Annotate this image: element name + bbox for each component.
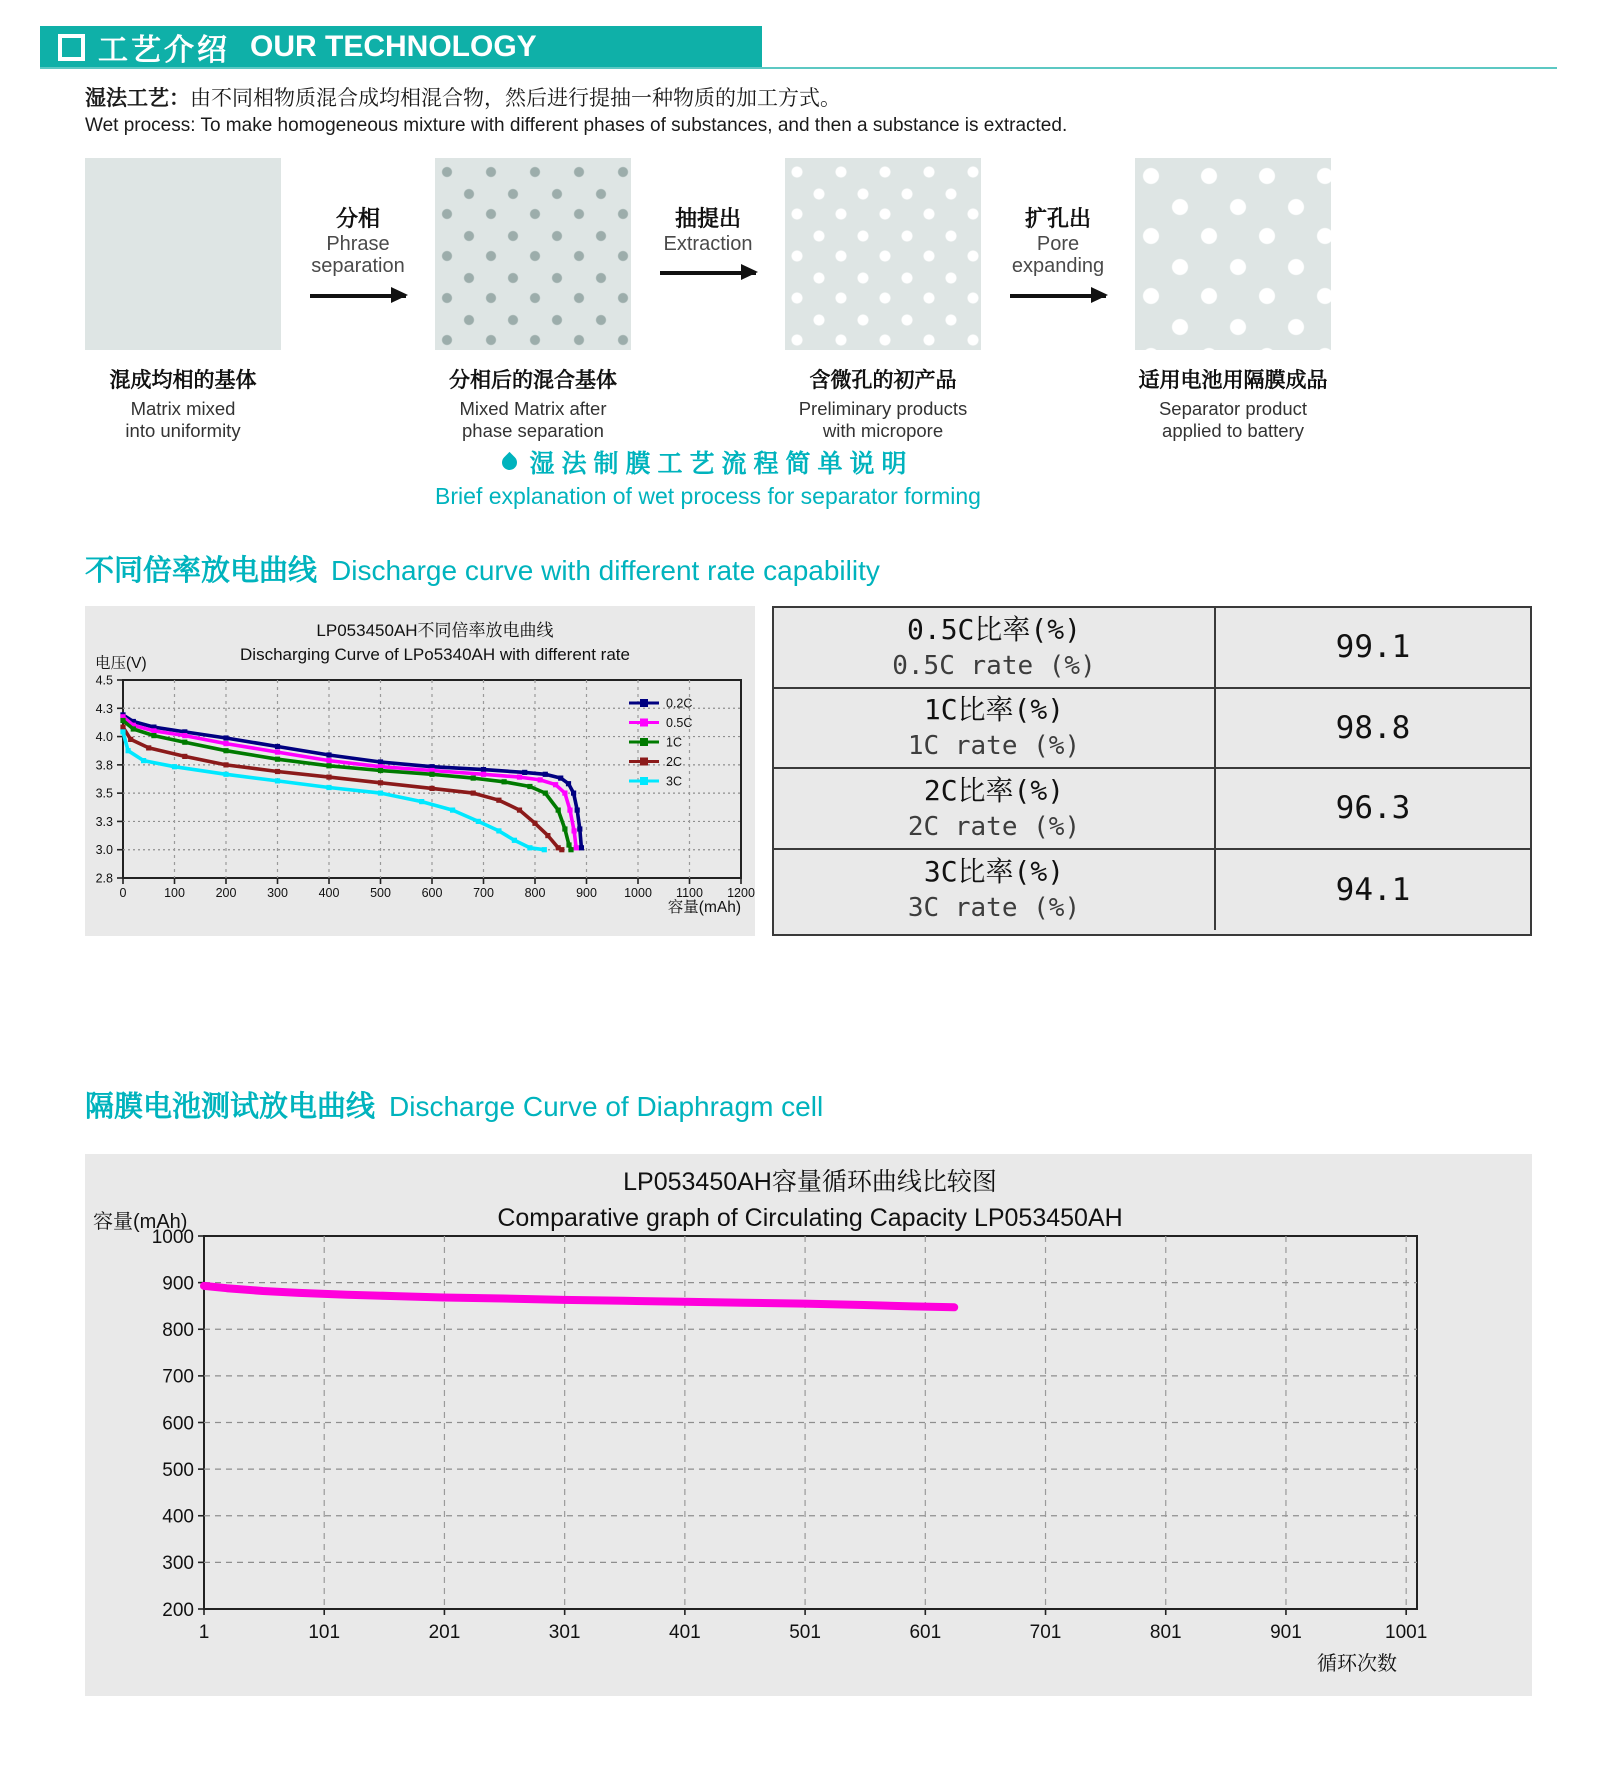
svg-text:300: 300	[267, 886, 288, 900]
right-arrow-icon	[310, 294, 406, 298]
svg-text:容量(mAh): 容量(mAh)	[93, 1211, 188, 1233]
rate-label-cn: 3C比率(%)	[923, 855, 1065, 889]
svg-text:3.3: 3.3	[95, 814, 113, 829]
svg-text:1000: 1000	[151, 1226, 194, 1248]
square-bullet-icon	[58, 34, 85, 61]
svg-text:600: 600	[162, 1413, 194, 1435]
rate-label-en: 0.5C rate (%)	[892, 650, 1096, 681]
svg-text:601: 601	[909, 1622, 942, 1643]
rate-label-cn: 2C比率(%)	[923, 773, 1065, 807]
svg-text:401: 401	[669, 1622, 701, 1643]
arrow-label-en-line1: Pore	[1036, 233, 1080, 255]
process-flow	[85, 158, 1331, 442]
step-caption-en	[125, 398, 240, 442]
table-row-label	[774, 689, 1216, 770]
step-caption-en	[799, 398, 968, 442]
process-step-1	[85, 158, 281, 442]
process-note-en: Brief explanation of wet process for separator forming	[435, 483, 981, 509]
intro-cn	[85, 84, 1067, 113]
svg-text:1200: 1200	[727, 886, 755, 900]
step-caption-en-line2: phase separation	[462, 419, 604, 441]
process-step-2	[435, 158, 631, 442]
step-caption-en	[1159, 398, 1307, 442]
table-row-label	[774, 769, 1216, 850]
svg-text:1C: 1C	[666, 735, 682, 750]
flow-arrow-1	[281, 158, 435, 442]
rate-label-en: 3C rate (%)	[907, 893, 1081, 924]
svg-text:电压(V): 电压(V)	[95, 655, 147, 672]
svg-text:3.5: 3.5	[95, 786, 113, 801]
svg-text:200: 200	[162, 1599, 194, 1621]
svg-text:4.5: 4.5	[95, 673, 113, 688]
svg-text:500: 500	[370, 886, 391, 900]
flow-arrow-3	[981, 158, 1135, 442]
process-note	[85, 444, 1331, 510]
svg-text:200: 200	[215, 886, 237, 900]
right-arrow-icon	[1010, 294, 1106, 298]
svg-text:301: 301	[548, 1622, 581, 1643]
svg-text:4.0: 4.0	[95, 730, 113, 745]
section1-title-en: Discharge curve with different rate capability	[331, 555, 880, 586]
rate-label-cn: 0.5C比率(%)	[906, 612, 1081, 646]
section1-title-cn: 不同倍率放电曲线	[85, 555, 318, 587]
svg-text:2.8: 2.8	[95, 871, 113, 886]
step-caption-en-line1: Preliminary products	[798, 398, 968, 419]
svg-text:700: 700	[473, 886, 494, 900]
table-row-value: 94.1	[1335, 871, 1411, 908]
separator-box-image	[1135, 158, 1331, 350]
page-title-cn: 工艺介绍	[98, 34, 230, 67]
svg-text:900: 900	[576, 886, 597, 900]
svg-text:LP053450AH容量循环曲线比较图: LP053450AH容量循环曲线比较图	[623, 1168, 997, 1196]
section2-title-en: Discharge Curve of Diaphragm cell	[389, 1091, 824, 1122]
rate-label-en: 1C rate (%)	[907, 731, 1081, 762]
step-caption-cn: 含微孔的初产品	[809, 369, 957, 392]
process-note-cn-row	[85, 444, 1331, 480]
svg-text:0: 0	[119, 886, 127, 900]
header-bar	[40, 26, 762, 68]
step-caption-cn: 混成均相的基体	[109, 369, 257, 392]
svg-text:循环次数: 循环次数	[1317, 1653, 1397, 1675]
svg-text:3.0: 3.0	[95, 843, 113, 858]
svg-text:901: 901	[1270, 1622, 1302, 1643]
svg-text:容量(mAh): 容量(mAh)	[667, 899, 741, 916]
right-arrow-icon	[660, 271, 756, 275]
arrow-label-en-line2: separation	[311, 255, 405, 278]
table-row-label	[774, 608, 1216, 689]
intro-cn-bold: 湿法工艺：	[85, 87, 190, 110]
svg-text:801: 801	[1149, 1622, 1182, 1643]
svg-text:Comparative graph of Circulati: Comparative graph of Circulating Capacity LP053450AH	[497, 1204, 1123, 1232]
process-step-3	[785, 158, 981, 442]
svg-text:Discharging Curve of LPo5340AH: Discharging Curve of LPo5340AH with different rate	[240, 645, 630, 664]
arrow-label-en-line1: Extraction	[663, 233, 753, 255]
svg-text:400: 400	[162, 1506, 194, 1528]
step-caption-cn: 分相后的混合基体	[449, 369, 617, 392]
svg-text:800: 800	[162, 1320, 194, 1342]
arrow-label-cn: 分相	[335, 206, 380, 231]
intro-cn-rest: 由不同相物质混合成均相混合物，然后进行提抽一种物质的加工方式。	[190, 87, 841, 110]
flow-arrow-2	[631, 158, 785, 442]
svg-text:300: 300	[162, 1553, 194, 1575]
svg-text:900: 900	[162, 1273, 194, 1295]
section-heading-diaphragm-cell	[85, 1084, 823, 1125]
table-row-value: 99.1	[1216, 608, 1530, 689]
mixed-matrix-box-image	[435, 158, 631, 350]
process-note-cn: 湿法制膜工艺流程简单说明	[529, 450, 914, 478]
process-step-4	[1135, 158, 1331, 442]
svg-text:1001: 1001	[1385, 1622, 1428, 1643]
cycle-capacity-chart	[85, 1154, 1532, 1696]
svg-text:1: 1	[198, 1622, 210, 1643]
svg-text:0.5C: 0.5C	[666, 716, 693, 730]
arrow-label-cn: 扩孔出	[1024, 206, 1091, 231]
step-caption-en-line2: applied to battery	[1162, 419, 1304, 441]
svg-text:501: 501	[789, 1622, 821, 1643]
section2-title-cn: 隔膜电池测试放电曲线	[85, 1091, 376, 1123]
arrow-label-cn: 抽提出	[674, 206, 741, 231]
arrow-label-en-line1: Phrase	[326, 233, 390, 255]
svg-text:100: 100	[164, 886, 185, 900]
svg-text:4.3: 4.3	[95, 701, 113, 716]
step-caption-en-line1: Matrix mixed	[130, 398, 236, 419]
svg-text:400: 400	[318, 886, 340, 900]
matrix-box-image	[85, 158, 281, 350]
svg-text:3C: 3C	[666, 774, 682, 789]
arrow-label-en-line2: expanding	[1011, 255, 1105, 278]
micropore-box-image	[785, 158, 981, 350]
intro-en: Wet process: To make homogeneous mixture with different phases of substances, and then a substance is extracted.	[85, 115, 1068, 137]
discharge-rate-chart-svg	[85, 606, 755, 936]
page-title-en: OUR TECHNOLOGY	[250, 30, 537, 63]
svg-text:101: 101	[308, 1622, 341, 1643]
step-caption-en-line2: with micropore	[822, 419, 944, 441]
table-row-value: 98.8	[1216, 689, 1530, 770]
step-caption-en-line2: into uniformity	[125, 419, 241, 441]
svg-text:800: 800	[524, 886, 546, 900]
svg-text:3.8: 3.8	[95, 758, 113, 773]
water-drop-icon	[499, 451, 520, 472]
svg-text:201: 201	[428, 1622, 461, 1643]
svg-text:0.2C: 0.2C	[666, 696, 693, 711]
step-caption-cn: 适用电池用隔膜成品	[1138, 369, 1328, 392]
discharge-rate-chart	[85, 606, 755, 936]
table-row-label	[774, 850, 1216, 931]
svg-text:1000: 1000	[624, 886, 652, 900]
svg-text:1100: 1100	[676, 886, 703, 900]
step-caption-en-line1: Mixed Matrix after	[459, 398, 607, 419]
header-underline	[40, 67, 1557, 69]
cycle-capacity-chart-svg	[85, 1154, 1532, 1696]
svg-text:2C: 2C	[666, 755, 682, 769]
intro-text	[85, 84, 1067, 140]
step-caption-en	[459, 398, 606, 442]
table-row-value: 96.3	[1216, 769, 1530, 850]
svg-text:701: 701	[1029, 1622, 1062, 1643]
section-heading-discharge-rate	[85, 548, 880, 589]
step-caption-en-line1: Separator product	[1158, 398, 1308, 419]
svg-text:700: 700	[162, 1366, 194, 1388]
svg-text:500: 500	[162, 1459, 194, 1481]
svg-text:LP053450AH不同倍率放电曲线: LP053450AH不同倍率放电曲线	[316, 621, 554, 640]
rate-label-cn: 1C比率(%)	[923, 693, 1065, 727]
svg-text:600: 600	[421, 886, 443, 900]
rate-table	[772, 606, 1532, 936]
rate-label-en: 2C rate (%)	[907, 811, 1081, 842]
